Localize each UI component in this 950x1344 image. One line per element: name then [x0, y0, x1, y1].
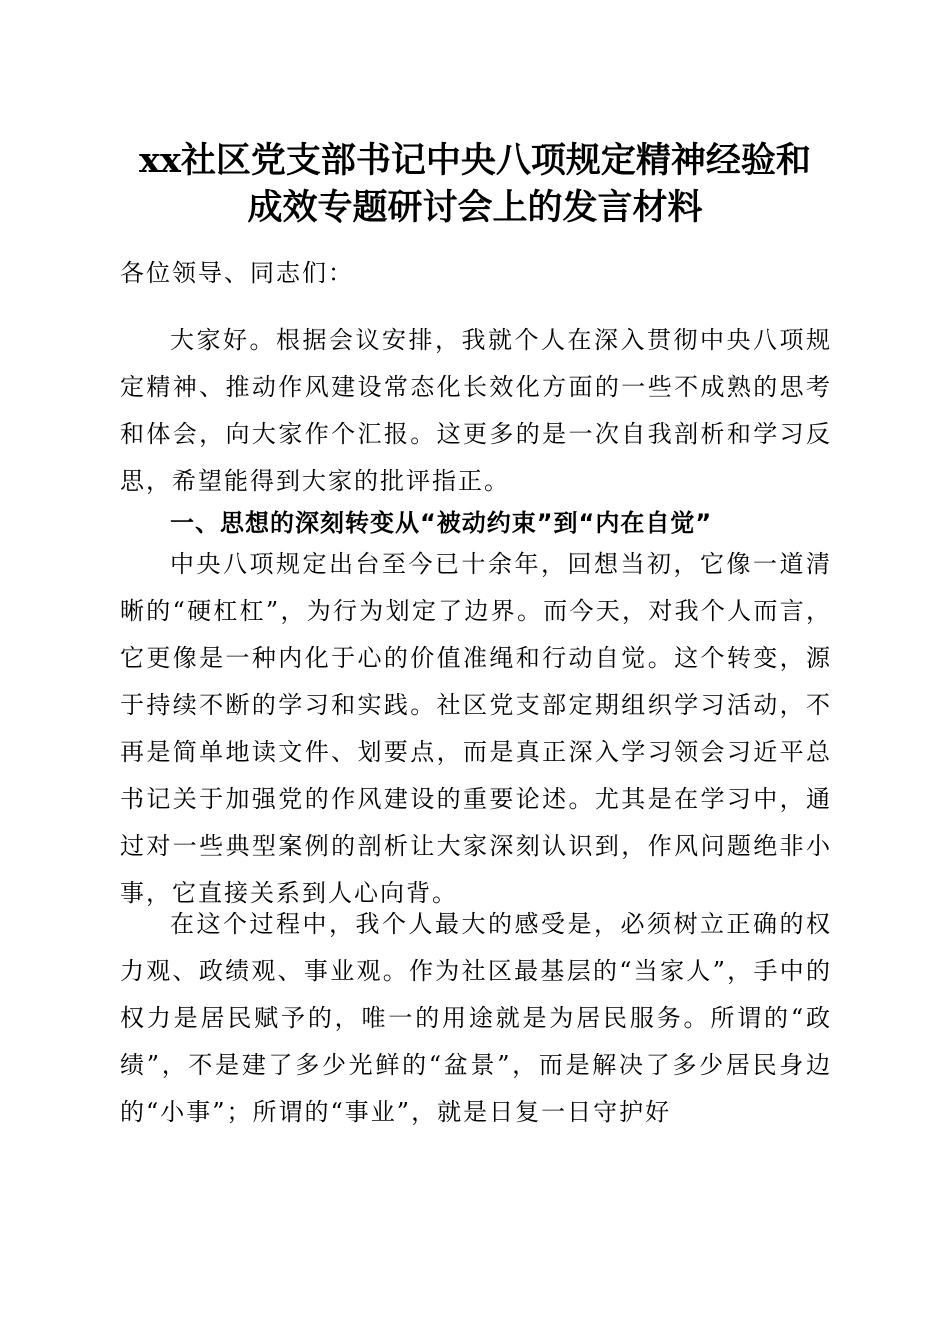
paragraph-intro: 大家好。根据会议安排，我就个人在深入贯彻中央八项规定精神、推动作风建设常态化长效化方面的一些不成熟的思考和体会，向大家作个汇报。这更多的是一次自我剖析和学习反思，希望能得到大家的批评指正。	[120, 326, 832, 495]
section-heading-1: 一、思想的深刻转变从“被动约束”到“内在自觉”	[170, 509, 713, 537]
document-title-line-1: xx社区党支部书记中央八项规定精神经验和	[139, 140, 811, 181]
paragraph-section-1-a: 中央八项规定出台至今已十余年，回想当初，它像一道清晰的“硬杠杠”，为行为划定了边界。而今天，对我个人而言，它更像是一种内化于心的价值准绳和行动自觉。这个转变，源于持续不断的学习和实践。社区党支部定期组织学习活动，不再是简单地读文件、划要点，而是真正深入学习领会习近平总书记关于加强党的作风建设的重要论述。尤其是在学习中，通过对一些典型案例的剖析让大家深刻认识到，作风问题绝非小事，它直接关系到人心向背。	[120, 550, 832, 907]
document-title-line-2: 成效专题研讨会上的发言材料	[247, 187, 703, 228]
salutation: 各位领导、同志们：	[120, 259, 354, 287]
paragraph-section-1-b: 在这个过程中，我个人最大的感受是，必须树立正确的权力观、政绩观、事业观。作为社区最基层的“当家人”，手中的权力是居民赋予的，唯一的用途就是为居民服务。所谓的“政绩”，不是建了多少光鲜的“盆景”，而是解决了多少居民身边的“小事”；所谓的“事业”，就是日复一日守护好	[120, 910, 832, 1126]
